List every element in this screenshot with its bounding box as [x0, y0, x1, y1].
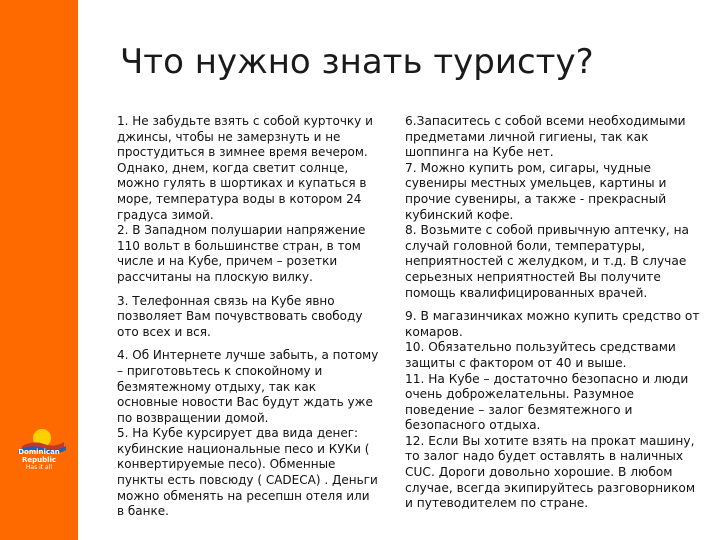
tip-12: 12. Если Вы хотите взять на прокат машину, то залог надо будет оставлять в наличных CUC. Дороги довольно хорошие. В любом случае, всегда экипируйтесь разговорником и путеводителем по стране.: [405, 433, 696, 511]
tip-6: 6.Запаситесь с собой всеми необходимыми предметами личной гигиены, так как шоппинга на Кубе нет.: [405, 114, 686, 160]
tip-8: 8. Возьмите с собой привычную аптечку, на случай головной боли, температуры, неприятностей с желудком, и т.д. В случае серьезных неприятностей Вы получите помощь квалифицированных врачей.: [405, 223, 690, 300]
logo-text: [4, 448, 74, 472]
logo-line2: Has it all: [25, 464, 53, 471]
left-column: [117, 114, 379, 520]
tip-11: 11. На Кубе – достаточно безопасно и люди очень доброжелательны. Разумное поведение – залог безмятежного и безопасного отдыха.: [405, 371, 689, 433]
tip-5: 5. На Кубе курсирует два вида денег: кубинские национальные песо и КУКи ( конвертируемые песо). Обменные пункты есть повсюду ( CADECA) . Деньги можно обменять на ресепшн отеля или в банке.: [117, 426, 378, 519]
tip-2: 2. В Западном полушарии напряжение 110 вольт в большинстве стран, в том числе и на Кубе, причем – розетки рассчитаны на плоскую вилку.: [117, 223, 366, 284]
tip-4: 4. Об Интернете лучше забыть, а потому – приготовьтесь к спокойному и безмятежному отдыху, так как основные новости Вас будут ждать уже по возвращении домой.: [117, 348, 379, 425]
tip-1: 1. Не забудьте взять с собой курточку и джинсы, чтобы не замерзнуть и не простудиться в зимнее время вечером. Однако, днем, когда светит солнце, можно гулять в шортиках и купаться в море, температура воды в котором 24 градуса зимой.: [117, 114, 373, 222]
slide-title: Что нужно знать туристу?: [120, 42, 594, 82]
tip-10: 10. Обязательно пользуйтесь средствами защиты с фактором от 40 и выше.: [405, 340, 676, 370]
tip-3: 3. Телефонная связь на Кубе явно позволяет Вам почувствовать свободу ото всех и вся.: [117, 293, 363, 339]
tip-9: 9. В магазинчиках можно купить средство от комаров.: [405, 309, 700, 339]
right-column: [405, 114, 705, 512]
logo-line1: Dominican Republic: [18, 448, 60, 464]
tip-7: 7. Можно купить ром, сигары, чудные сувениры местных умельцев, картины и прочие сувениры, а также - прекрасный кубинский кофе.: [405, 160, 667, 222]
